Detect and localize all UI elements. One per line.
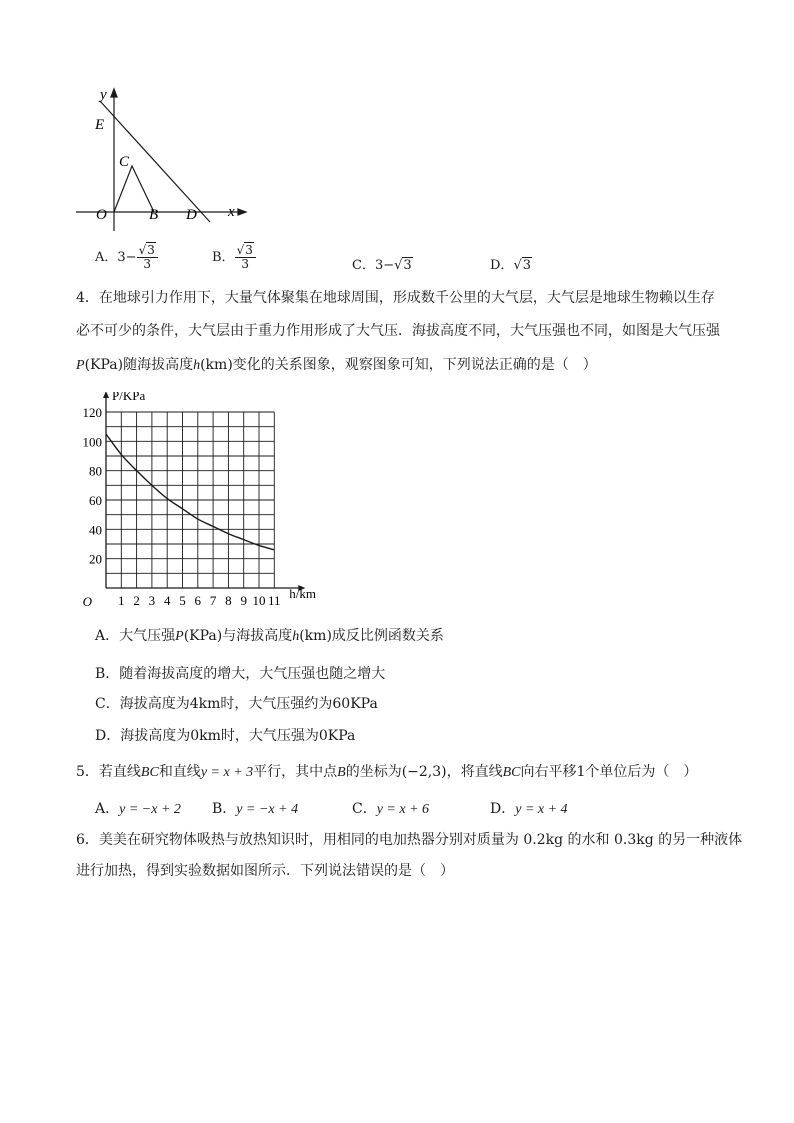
pressure-curve bbox=[106, 434, 274, 550]
label-b: B bbox=[149, 207, 159, 223]
q3-option-d[interactable]: D．√3 bbox=[490, 258, 532, 273]
q4-line-3: P(KPa)随海拔高度h(km)变化的关系图象，观察图象可知，下列说法正确的是（ ） bbox=[76, 357, 597, 373]
label-o: O bbox=[96, 207, 107, 223]
q6-line-1: 6．美美在研究物体吸热与放热知识时，用相同的电加热器分别对质量为 0.2kg 的水和 0.3kg 的另一种液体 bbox=[76, 832, 743, 848]
q4-option-c[interactable]: C．海拔高度为4km时，大气压强约为60KPa bbox=[95, 696, 378, 712]
label-c: C bbox=[119, 154, 130, 170]
x-axis-arrow bbox=[238, 209, 246, 215]
y-tick-label: 40 bbox=[89, 522, 102, 538]
label-y: y bbox=[100, 87, 107, 103]
q4-option-d[interactable]: D．海拔高度为0km时，大气压强为0KPa bbox=[95, 728, 356, 744]
y-tick-label: 20 bbox=[89, 551, 102, 567]
x-tick-label: 3 bbox=[148, 593, 156, 608]
label-x: x bbox=[228, 204, 235, 220]
q5-option-b[interactable]: B．y = −x + 4 bbox=[212, 801, 299, 817]
y-axis-arrow bbox=[111, 89, 117, 97]
y-tick-label: 100 bbox=[82, 434, 102, 450]
x-tick-label: 4 bbox=[163, 593, 171, 608]
geometry-figure bbox=[70, 85, 260, 235]
q5-option-c[interactable]: C．y = x + 6 bbox=[352, 801, 430, 817]
x-axis-label: h/km bbox=[289, 586, 317, 601]
label-e: E bbox=[95, 117, 105, 133]
q3-option-a[interactable]: A．3− $\frac{√3}{3}$ bbox=[95, 244, 158, 271]
pressure-altitude-chart bbox=[70, 392, 340, 612]
q6-line-2: 进行加热，得到实验数据如图所示．下列说法错误的是（ ） bbox=[76, 863, 454, 879]
q4-line-2: 必不可少的条件，大气层由于重力作用形成了大气压．海拔高度不同，大气压强也不同，如图是大气压强 bbox=[76, 323, 720, 339]
x-tick-label: 5 bbox=[179, 593, 186, 608]
x-tick-label: 11 bbox=[268, 593, 281, 608]
origin-label: O bbox=[82, 594, 92, 609]
q5-option-a[interactable]: A．y = −x + 2 bbox=[95, 801, 181, 817]
q4-option-b[interactable]: B．随着海拔高度的增大，大气压强也随之增大 bbox=[95, 666, 386, 682]
x-tick-label: 2 bbox=[133, 593, 140, 608]
x-tick-label: 7 bbox=[209, 593, 217, 608]
y-tick-label: 60 bbox=[89, 493, 102, 508]
label-d: D bbox=[186, 207, 197, 223]
x-tick-label: 10 bbox=[252, 593, 266, 608]
x-tick-label: 1 bbox=[118, 593, 125, 608]
triangle-ocb bbox=[114, 166, 154, 212]
q3-option-b[interactable]: B． $\frac{√3}{3}$ bbox=[212, 244, 256, 271]
y-axis-label: P/KPa bbox=[112, 392, 146, 403]
x-tick-label: 8 bbox=[225, 593, 232, 608]
q3-option-c[interactable]: C．3−√3 bbox=[352, 258, 412, 273]
y-axis-arrow bbox=[103, 392, 109, 398]
y-tick-label: 80 bbox=[89, 463, 102, 479]
y-tick-label: 120 bbox=[82, 405, 102, 420]
q5-option-d[interactable]: D．y = x + 4 bbox=[490, 801, 568, 817]
q5-stem: 5．若直线BC和直线y = x + 3平行，其中点B的坐标为(−2,3)，将直线BC向右平移1个单位后为（ ） bbox=[76, 764, 698, 780]
q4-line-1: 4．在地球引力作用下，大量气体聚集在地球周围，形成数千公里的大气层，大气层是地球生物赖以生存 bbox=[76, 290, 715, 306]
q4-option-a[interactable]: A．大气压强P(KPa)与海拔高度h(km)成反比例函数关系 bbox=[95, 628, 444, 644]
x-tick-label: 9 bbox=[240, 593, 247, 608]
x-tick-label: 6 bbox=[194, 593, 202, 608]
line-ed bbox=[100, 101, 210, 222]
